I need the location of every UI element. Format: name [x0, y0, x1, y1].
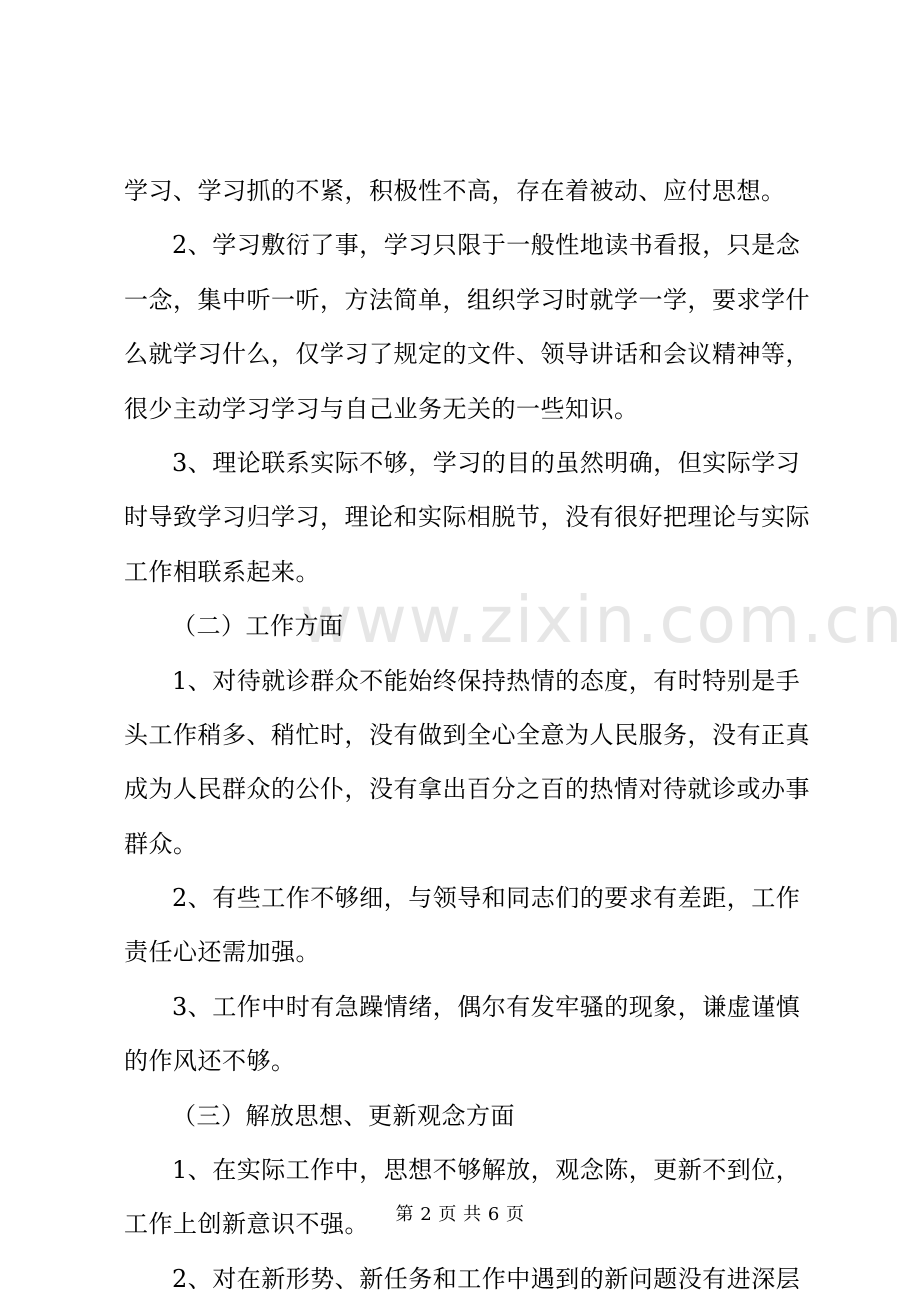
- text-line: 群众。: [124, 829, 198, 858]
- text-line: 2、有些工作不够细，与领导和同志们的要求有差距，工作: [172, 884, 801, 913]
- text-line: 1、对待就诊群众不能始终保持热情的态度，有时特别是手: [172, 666, 801, 695]
- text-line: 么就学习什么，仅学习了规定的文件、领导讲话和会议精神等，: [124, 340, 810, 369]
- text-line: 2、对在新形势、新任务和工作中遇到的新问题没有进深层: [172, 1264, 801, 1293]
- text-line: 工作相联系起来。: [124, 557, 320, 586]
- text-line: 成为人民群众的公仆，没有拿出百分之百的热情对待就诊或办事: [124, 775, 810, 804]
- text-line: 工作上创新意识不强。: [124, 1210, 369, 1239]
- document-body: [124, 164, 810, 1306]
- text-line: 一念，集中听一听，方法简单，组织学习时就学一学，要求学什: [124, 285, 810, 314]
- text-line: 的作风还不够。: [124, 1047, 296, 1076]
- text-line: 时导致学习归学习，理论和实际相脱节，没有很好把理论与实际: [124, 503, 810, 532]
- section-heading: （二）工作方面: [172, 612, 344, 641]
- section-heading: （三）解放思想、更新观念方面: [172, 1101, 515, 1130]
- text-line: 2、学习敷衍了事，学习只限于一般性地读书看报，只是念: [172, 231, 801, 260]
- text-line: 很少主动学习学习与自己业务无关的一些知识。: [124, 394, 639, 423]
- page-footer: 第 2 页 共 6 页: [395, 1204, 525, 1225]
- text-line: 1、在实际工作中，思想不够解放，观念陈，更新不到位，: [172, 1156, 801, 1185]
- watermark: www.zixin.com.cn: [300, 584, 905, 658]
- text-line: 3、理论联系实际不够，学习的目的虽然明确，但实际学习: [172, 448, 801, 477]
- text-line: 责任心还需加强。: [124, 938, 320, 967]
- text-line: 学习、学习抓的不紧，积极性不高，存在着被动、应付思想。: [124, 177, 786, 205]
- text-line: 头工作稍多、稍忙时，没有做到全心全意为人民服务，没有正真: [124, 720, 810, 749]
- text-line: 3、工作中时有急躁情绪，偶尔有发牢骚的现象，谦虚谨慎: [172, 992, 801, 1021]
